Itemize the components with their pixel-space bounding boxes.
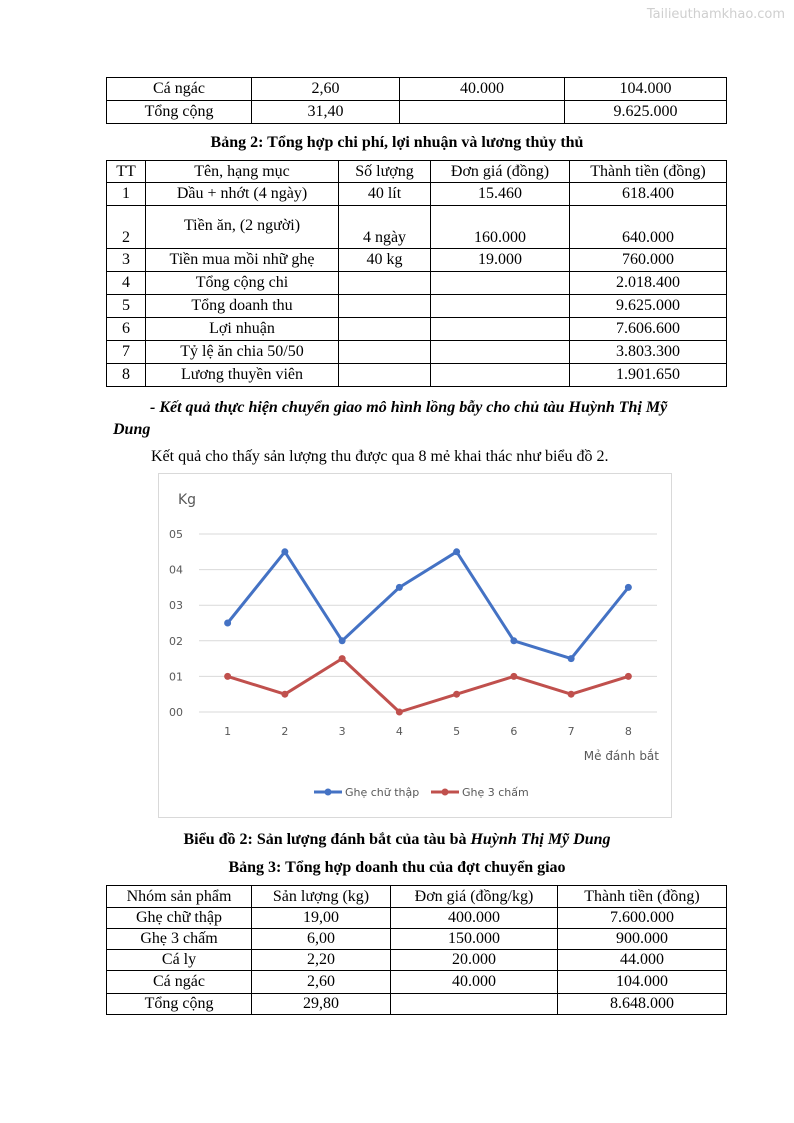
table-cell — [431, 295, 570, 318]
table-cell: 15.460 — [431, 183, 570, 206]
table-row — [107, 78, 727, 101]
table-cell: 20.000 — [391, 950, 558, 971]
table-cell: 104.000 — [558, 971, 727, 994]
x-tick-label: 8 — [624, 725, 632, 738]
legend-swatch-marker — [442, 789, 449, 796]
table-cell — [400, 101, 565, 124]
table-cell: 6 — [107, 318, 146, 341]
chart-caption-text: Biểu đồ 2: Sản lượng đánh bắt của tàu bà — [183, 831, 471, 848]
y-axis-label: Kg — [178, 492, 197, 508]
table-cell: 40 kg — [339, 249, 431, 272]
table-cell: 2,60 — [252, 78, 400, 101]
y-tick-label: 00 — [169, 706, 183, 719]
table-header-cell: Đơn giá (đồng/kg) — [391, 886, 558, 908]
table2 — [106, 160, 727, 387]
data-point — [339, 655, 346, 662]
table-cell — [431, 318, 570, 341]
section-heading-continued: Dung — [113, 421, 151, 438]
legend-entry: Ghẹ 3 chấm — [462, 786, 529, 799]
table-cell: 8.648.000 — [558, 994, 727, 1015]
table-row — [107, 908, 727, 929]
table-cell: 4 — [107, 272, 146, 295]
x-tick-label: 3 — [338, 725, 346, 738]
table-cell: Lương thuyền viên — [146, 364, 339, 387]
legend-entry: Ghẹ chữ thập — [345, 786, 420, 799]
data-point — [339, 637, 346, 644]
table-row — [107, 950, 727, 971]
table-row — [107, 206, 727, 249]
data-point — [396, 584, 403, 591]
table-cell — [431, 341, 570, 364]
table-row — [107, 929, 727, 950]
table-cell: Tiền ăn, (2 người) — [146, 206, 339, 249]
table-cell: 400.000 — [391, 908, 558, 929]
table-cell: 2 — [107, 206, 146, 249]
chart-caption-owner: Huỳnh Thị Mỹ Dung — [470, 831, 611, 848]
table-cell: 19.000 — [431, 249, 570, 272]
table-cell: Ghẹ 3 chấm — [107, 929, 252, 950]
table-cell: 7.600.000 — [558, 908, 727, 929]
table-cell: 7 — [107, 341, 146, 364]
table-row — [107, 318, 727, 341]
table-cell — [339, 318, 431, 341]
table-cell: 6,00 — [252, 929, 391, 950]
table-header-row — [107, 886, 727, 908]
table-cell: Dầu + nhớt (4 ngày) — [146, 183, 339, 206]
table-cell — [339, 272, 431, 295]
table-header-cell: Tên, hạng mục — [146, 161, 339, 183]
table-row — [107, 994, 727, 1015]
table-cell: Cá ly — [107, 950, 252, 971]
table-cell: 150.000 — [391, 929, 558, 950]
table2-caption: Bảng 2: Tổng hợp chi phí, lợi nhuận và lương thủy thủ — [210, 134, 584, 151]
table-row — [107, 249, 727, 272]
x-axis-label: Mẻ đánh bắt — [583, 749, 659, 763]
data-point — [510, 637, 517, 644]
table-cell: Tổng cộng — [107, 101, 252, 124]
table-cell: 1 — [107, 183, 146, 206]
table-cell: Tổng doanh thu — [146, 295, 339, 318]
table-cell: Tổng cộng — [107, 994, 252, 1015]
table-cell — [431, 272, 570, 295]
table-cell: Tỷ lệ ăn chia 50/50 — [146, 341, 339, 364]
table-cell: 9.625.000 — [570, 295, 727, 318]
table-cell: 40.000 — [400, 78, 565, 101]
x-tick-label: 5 — [453, 725, 461, 738]
table-cell: 19,00 — [252, 908, 391, 929]
x-tick-label: 4 — [395, 725, 403, 738]
table-row — [107, 341, 727, 364]
table-cell: 9.625.000 — [565, 101, 727, 124]
table-row — [107, 272, 727, 295]
table-row — [107, 183, 727, 206]
table-row — [107, 364, 727, 387]
y-tick-label: 05 — [169, 528, 183, 541]
table-cell: 3.803.300 — [570, 341, 727, 364]
data-point — [568, 655, 575, 662]
table-cell: 29,80 — [252, 994, 391, 1015]
table-header-cell: TT — [107, 161, 146, 183]
table-header-cell: Thành tiền (đồng) — [558, 886, 727, 908]
table-cell: 5 — [107, 295, 146, 318]
intro-paragraph: Kết quả cho thấy sản lượng thu được qua 8 mẻ khai thác như biểu đồ 2. — [151, 448, 609, 465]
table-cell: Tiền mua mồi nhữ ghẹ — [146, 249, 339, 272]
data-point — [568, 691, 575, 698]
table-cell: 3 — [107, 249, 146, 272]
table-cell: Cá ngác — [107, 971, 252, 994]
table-cell: 900.000 — [558, 929, 727, 950]
table-cell: 2,60 — [252, 971, 391, 994]
table-row — [107, 295, 727, 318]
data-point — [281, 691, 288, 698]
table-cell — [339, 295, 431, 318]
table-cell — [339, 364, 431, 387]
table-cell — [391, 994, 558, 1015]
table-cell: 2,20 — [252, 950, 391, 971]
y-tick-label: 03 — [169, 599, 183, 613]
table-cell: 1.901.650 — [570, 364, 727, 387]
x-tick-label: 6 — [510, 725, 518, 738]
table-header-cell: Đơn giá (đồng) — [431, 161, 570, 183]
series-line — [228, 659, 629, 712]
table-header-cell: Sản lượng (kg) — [252, 886, 391, 908]
chart-svg — [159, 474, 671, 817]
y-tick-label: 04 — [169, 563, 183, 577]
table-cell: 8 — [107, 364, 146, 387]
section-heading: - Kết quả thực hiện chuyển giao mô hình lồng bẫy cho chủ tàu Huỳnh Thị Mỹ — [150, 399, 668, 416]
chart-caption — [0, 831, 794, 849]
watermark: Tailieuthamkhao.com — [646, 7, 785, 22]
data-point — [510, 673, 517, 680]
table-cell: 31,40 — [252, 101, 400, 124]
x-tick-label: 7 — [567, 725, 575, 738]
table-cell: 104.000 — [565, 78, 727, 101]
table-cell: Ghẹ chữ thập — [107, 908, 252, 929]
table-cell: 760.000 — [570, 249, 727, 272]
data-point — [625, 584, 632, 591]
data-point — [224, 620, 231, 627]
table-cell: 40 lít — [339, 183, 431, 206]
x-tick-label: 2 — [281, 725, 289, 738]
data-point — [396, 709, 403, 716]
table-cell: Tổng cộng chi — [146, 272, 339, 295]
table-header-cell: Thành tiền (đồng) — [570, 161, 727, 183]
table-cell — [431, 364, 570, 387]
table-cell: 4 ngày — [339, 206, 431, 249]
table-header-cell: Nhóm sản phẩm — [107, 886, 252, 908]
table-cell: 7.606.600 — [570, 318, 727, 341]
data-point — [625, 673, 632, 680]
table3 — [106, 885, 727, 1015]
table-cell: 44.000 — [558, 950, 727, 971]
line-chart — [158, 473, 672, 818]
y-tick-label: 02 — [169, 634, 183, 648]
table-cell: 618.400 — [570, 183, 727, 206]
table-header-cell: Số lượng — [339, 161, 431, 183]
table-cell: Cá ngác — [107, 78, 252, 101]
table-cell: 2.018.400 — [570, 272, 727, 295]
data-point — [224, 673, 231, 680]
table-cell: 640.000 — [570, 206, 727, 249]
x-tick-label: 1 — [224, 725, 232, 738]
y-tick-label: 01 — [169, 670, 183, 684]
table-row — [107, 971, 727, 994]
table3-caption: Bảng 3: Tổng hợp doanh thu của đợt chuyển giao — [228, 859, 566, 876]
data-point — [453, 691, 460, 698]
table-cell: 160.000 — [431, 206, 570, 249]
legend-swatch-marker — [325, 789, 332, 796]
data-point — [453, 548, 460, 555]
table-cell: Lợi nhuận — [146, 318, 339, 341]
table-header-row — [107, 161, 727, 183]
table-cell — [339, 341, 431, 364]
table1-tail — [106, 77, 727, 124]
table-row — [107, 101, 727, 124]
table-cell: 40.000 — [391, 971, 558, 994]
data-point — [281, 548, 288, 555]
